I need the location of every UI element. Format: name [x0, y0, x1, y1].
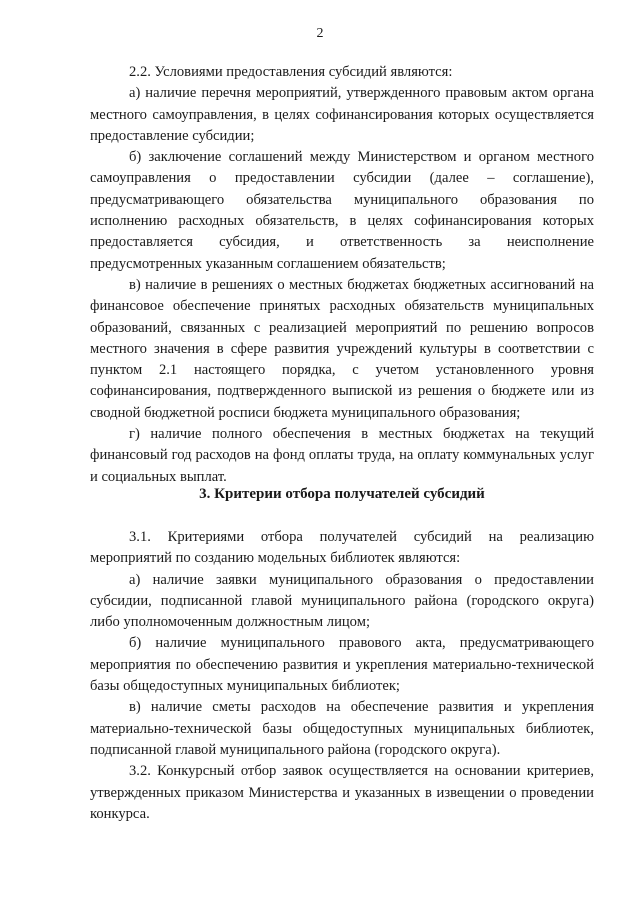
page-number: 2 [316, 26, 324, 41]
paragraph-3-1-v: в) наличие сметы расходов на обеспечение развития и укрепления материально-технической базы общедоступных муниципальных библиотек, подписанной главой муниципального района (городского округа). [90, 699, 594, 758]
paragraph-3-1-a: а) наличие заявки муниципального образования о предоставлении субсидии, подписанной главой муниципального района (городского округа) либо уполномоченным должностным лицом; [90, 571, 594, 631]
paragraph-2-2-g: г) наличие полного обеспечения в местных бюджетах на текущий финансовый год расходов на фонд оплаты труда, на оплату коммунальных услуг и социальных выплат. [90, 426, 594, 485]
section-3-body [90, 527, 594, 825]
section-3-heading: 3. Критерии отбора получателей субсидий [199, 486, 485, 502]
paragraph-3-1-b: б) наличие муниципального правового акта, предусматривающего мероприятия по обеспечению развития и укрепления материально-технической базы общедоступных муниципальных библиотек; [90, 635, 594, 695]
paragraph-2-2-a: а) наличие перечня мероприятий, утвержденного правовым актом органа местного самоуправления, в целях софинансирования которых осуществляется предоставление субсидии; [90, 85, 594, 144]
paragraph-2-2-v: в) наличие в решениях о местных бюджетах бюджетных ассигнований на финансовое обеспечение принятых расходных обязательств муниципальных образований, связанных с реализацией мероприятий по решению вопросов местного значения в сфере развития учреждений культуры в соответствии с пунктом 2.1 настоящего порядка, с учетом установленного уровня софинансирования, подтвержденного выпиской из решения о бюджете или из сводной бюджетной росписи бюджета муниципального образования; [90, 276, 594, 421]
paragraph-3-1: 3.1. Критериями отбора получателей субсидий на реализацию мероприятий по созданию модельных библиотек являются: [90, 529, 594, 567]
paragraph-2-2: 2.2. Условиями предоставления субсидий являются: [129, 64, 453, 80]
paragraph-3-2: 3.2. Конкурсный отбор заявок осуществляется на основании критериев, утвержденных приказом Министерства и указанных в извещении о проведении конкурса. [90, 763, 594, 822]
section-2-body [90, 62, 594, 488]
paragraph-2-2-b: б) заключение соглашений между Министерством и органом местного самоуправления о предоставлении субсидии (далее – соглашение), предусматривающего обязательства муниципального образования по исполнению расходных обязательств, в целях софинансирования которых предоставляется субсидия, и ответственность за неисполнение предусмотренных указанным соглашением обязательств; [90, 149, 594, 272]
